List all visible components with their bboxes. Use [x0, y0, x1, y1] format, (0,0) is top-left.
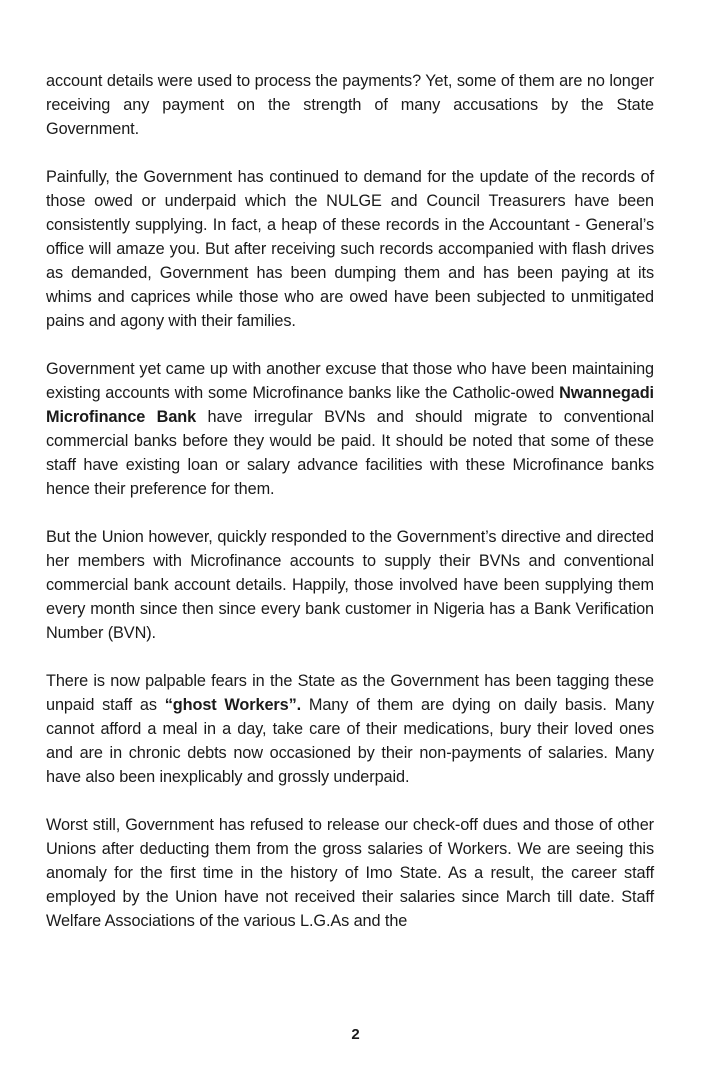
paragraph-text: There is now palpable fears in the State as the Government has been tagging these unpaid staff as	[46, 672, 654, 714]
bank-name-emphasis: Nwannegadi Microfinance Bank	[46, 384, 654, 426]
paragraph-5	[46, 669, 654, 789]
page-number: 2	[351, 1026, 360, 1043]
paragraph-4	[46, 525, 654, 645]
paragraph-text: Government yet came up with another excuse that those who have been maintaining existing accounts with some Microfinance banks like the Catholic-owed	[46, 360, 654, 402]
paragraph-6	[46, 813, 654, 933]
paragraph-3	[46, 357, 654, 501]
paragraph-text: have irregular BVNs and should migrate to conventional commercial banks before they would be paid. It should be noted that some of these staff have existing loan or salary advance facilities with these Microfinance banks hence their preference for them.	[46, 408, 654, 498]
document-body	[46, 69, 654, 957]
paragraph-text: Worst still, Government has refused to release our check-off dues and those of other Unions after deducting them from the gross salaries of Workers. We are seeing this anomaly for the first time in the history of Imo State. As a result, the career staff employed by the Union have not received their salaries since March till date. Staff Welfare Associations of the various L.G.As and the	[46, 816, 654, 930]
paragraph-2	[46, 165, 654, 333]
paragraph-text: Painfully, the Government has continued to demand for the update of the records of those owed or underpaid which the NULGE and Council Treasurers have been consistently supplying. In fact, a heap of these records in the Accountant - General’s office will amaze you. But after receiving such records accompanied with flash drives as demanded, Government has been dumping them and has been paying at its whims and caprices while those who are owed have been subjected to unmitigated pains and agony with their families.	[46, 168, 654, 330]
ghost-workers-emphasis: “ghost Workers”.	[164, 696, 302, 714]
paragraph-1	[46, 69, 654, 141]
paragraph-text: Many of them are dying on daily basis. Many cannot afford a meal in a day, take care of their medications, bury their loved ones and are in chronic debts now occasioned by their non-payments of salaries. Many have also been inexplicably and grossly underpaid.	[46, 696, 654, 786]
paragraph-text: account details were used to process the payments? Yet, some of them are no longer receiving any payment on the strength of many accusations by the State Government.	[46, 72, 654, 138]
paragraph-text: But the Union however, quickly responded to the Government’s directive and directed her members with Microfinance accounts to supply their BVNs and conventional commercial bank account details. Happily, those involved have been supplying them every month since then since every bank customer in Nigeria has a Bank Verification Number (BVN).	[46, 528, 654, 642]
